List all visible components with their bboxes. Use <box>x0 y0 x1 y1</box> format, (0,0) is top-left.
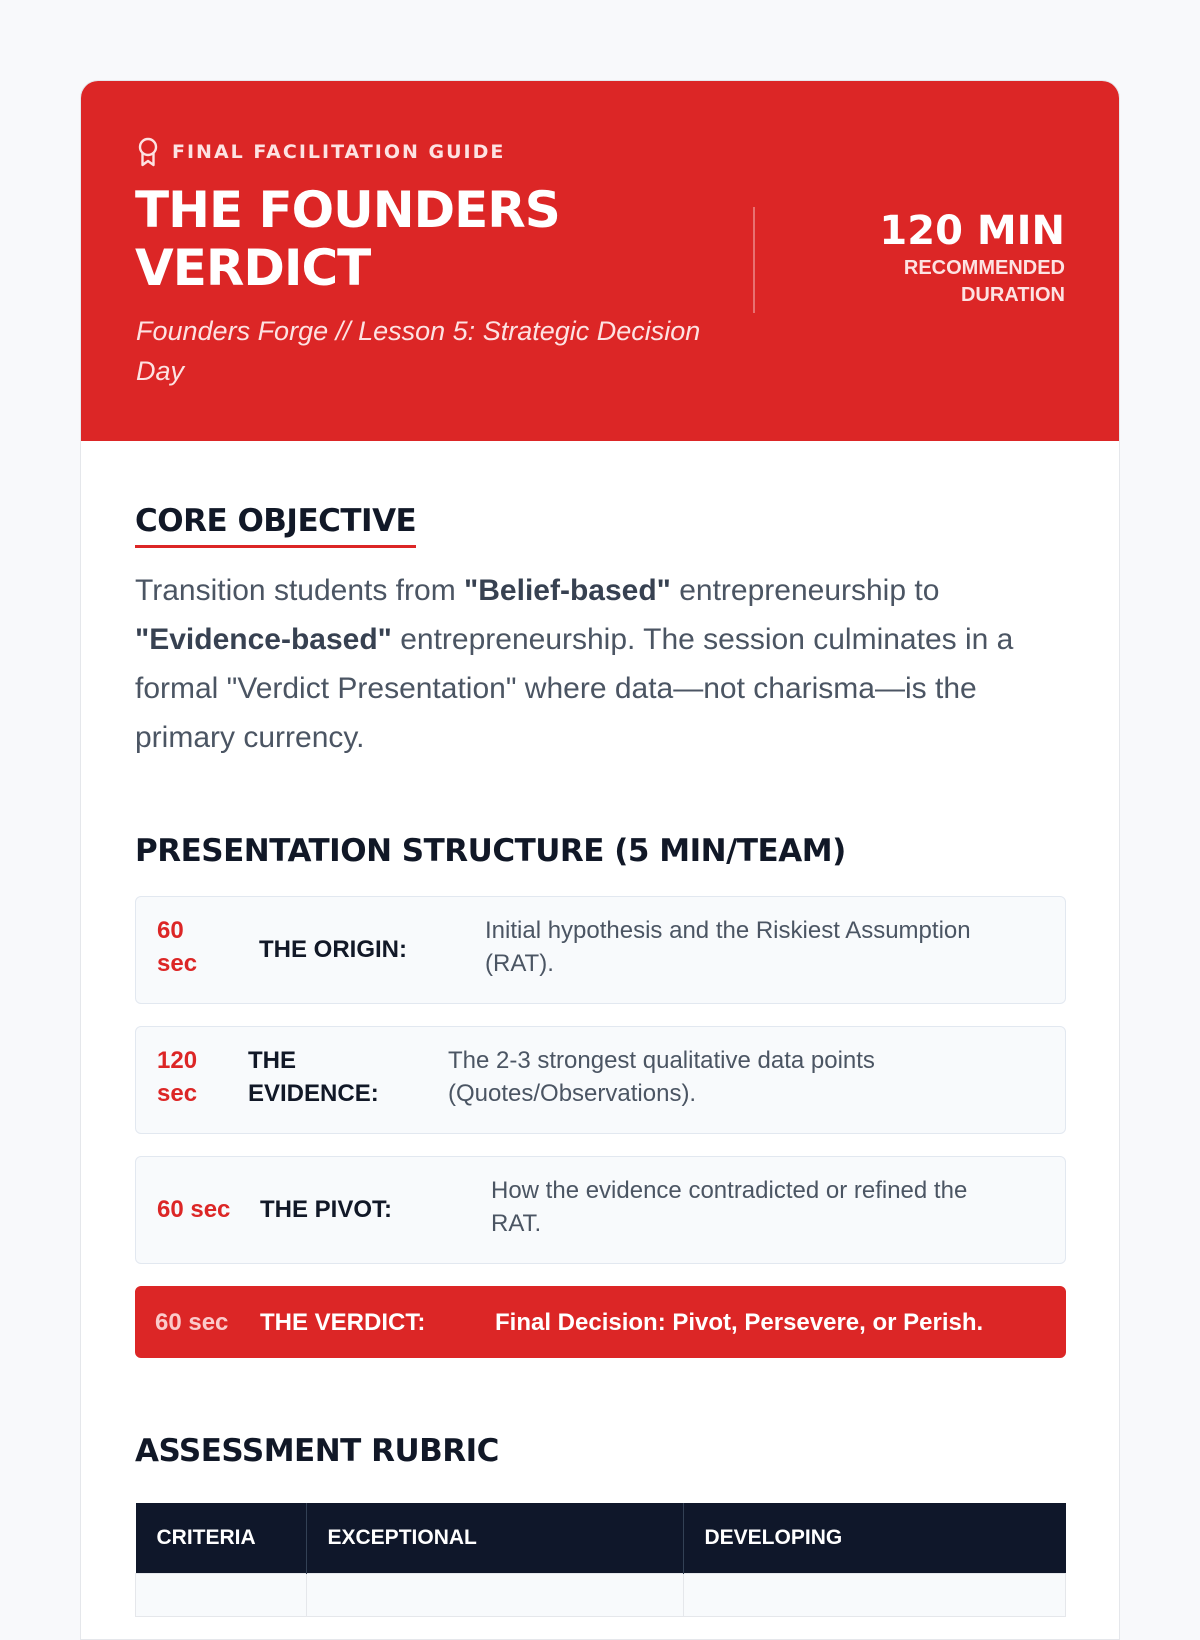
objective-text-part: entrepreneurship. The session culminates in a formal "Verdict Presentation" where data—not charisma—is the primary currency. <box>135 623 1014 754</box>
segment-time-line: sec <box>157 1080 198 1107</box>
segment-desc <box>485 914 971 980</box>
segment-label-line: THE <box>248 1047 296 1074</box>
segment-label: THE ORIGIN: <box>259 936 407 963</box>
hero-header <box>81 81 1119 441</box>
segment-verdict <box>135 1286 1066 1358</box>
guide-card <box>80 80 1120 1640</box>
table-cell <box>683 1574 1066 1617</box>
segment-time: 60 sec <box>157 1196 231 1223</box>
subtitle-line: Founders Forge // Lesson 5: Strategic Decision <box>136 316 701 346</box>
segment-desc-line: Initial hypothesis and the Riskiest Assumption <box>485 917 971 944</box>
eyebrow-label: FINAL FACILITATION GUIDE <box>172 141 506 163</box>
segment-time-line: 60 <box>157 917 184 944</box>
objective-text-part: Transition students from <box>135 574 465 607</box>
page-title <box>135 181 695 297</box>
segment-desc-line: (Quotes/Observations). <box>448 1080 697 1107</box>
segment-desc-line: How the evidence contradicted or refined the <box>491 1177 968 1204</box>
segment-desc <box>448 1044 875 1110</box>
award-ribbon-icon <box>136 136 160 168</box>
objective-emphasis: "Belief-based" <box>464 574 671 607</box>
duration-label <box>895 255 1065 309</box>
objective-heading: CORE OBJECTIVE <box>135 501 416 548</box>
segment-evidence <box>135 1026 1066 1134</box>
segment-time <box>157 914 197 980</box>
segment-time-line: 120 <box>157 1047 198 1074</box>
eyebrow <box>136 136 505 168</box>
subtitle-line: Day <box>136 356 185 386</box>
segment-label: THE VERDICT: <box>260 1309 426 1336</box>
structure-heading: PRESENTATION STRUCTURE (5 MIN/TEAM) <box>135 833 846 869</box>
duration-value: 120 MIN <box>879 208 1065 254</box>
table-row <box>136 1574 1066 1617</box>
page-subtitle <box>136 311 736 391</box>
segment-desc-line: RAT. <box>491 1210 542 1237</box>
rubric-col-criteria: CRITERIA <box>136 1503 307 1574</box>
segment-label: THE PIVOT: <box>260 1196 393 1223</box>
rubric-col-developing: DEVELOPING <box>683 1503 1066 1574</box>
segment-desc-line: (RAT). <box>485 950 554 977</box>
header-divider <box>753 207 755 313</box>
rubric-heading: ASSESSMENT RUBRIC <box>135 1433 499 1469</box>
segment-time <box>157 1044 197 1110</box>
rubric-header-row <box>136 1503 1066 1574</box>
segment-label-line: EVIDENCE: <box>248 1080 379 1107</box>
rubric-col-exceptional: EXCEPTIONAL <box>306 1503 683 1574</box>
table-cell <box>136 1574 307 1617</box>
page-title-line: THE FOUNDERS <box>135 181 560 239</box>
segment-pivot <box>135 1156 1066 1264</box>
segment-desc: Final Decision: Pivot, Persevere, or Perish. <box>495 1309 984 1336</box>
segment-origin <box>135 896 1066 1004</box>
segment-time: 60 sec <box>155 1309 229 1336</box>
segment-desc-line: The 2-3 strongest qualitative data points <box>448 1047 875 1074</box>
table-cell <box>306 1574 683 1617</box>
duration-label-line: DURATION <box>960 284 1065 306</box>
objective-text <box>135 566 1065 762</box>
segment-label <box>248 1044 379 1110</box>
duration-label-line: RECOMMENDED <box>903 257 1065 279</box>
objective-emphasis: "Evidence-based" <box>135 623 392 656</box>
page-title-line: VERDICT <box>135 239 371 297</box>
segment-desc <box>491 1174 967 1240</box>
duration-block <box>879 209 1065 309</box>
segment-time-line: sec <box>157 950 198 977</box>
objective-text-part: entrepreneurship to <box>670 574 940 607</box>
